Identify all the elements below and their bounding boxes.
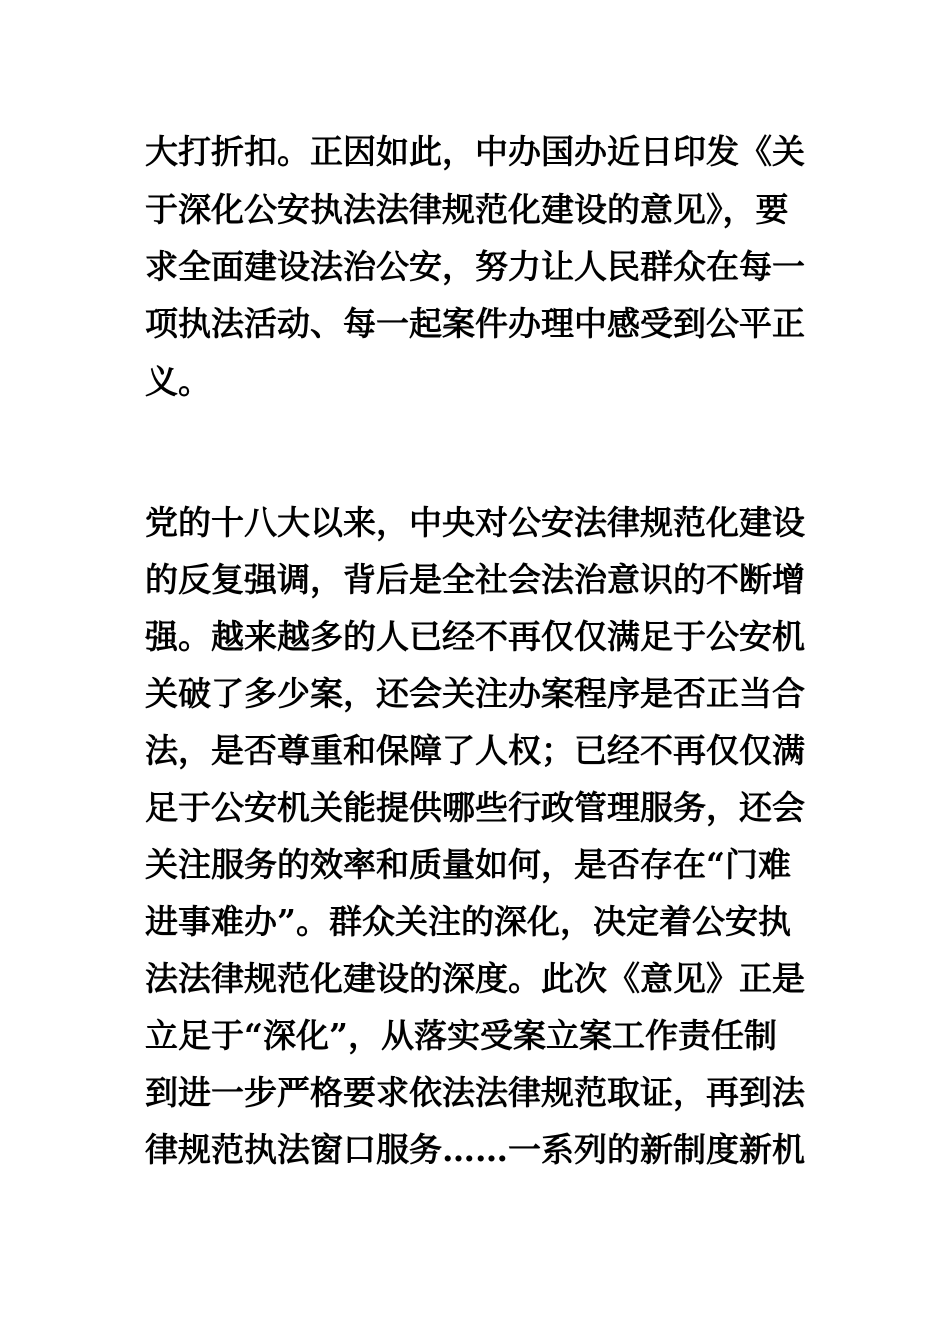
text-line: 关注服务的效率和质量如何，是否存在“门难 — [145, 845, 791, 884]
text-line: 党的十八大以来，中央对公安法律规范化建设 — [145, 503, 805, 542]
text-line: 立足于“深化”，从落实受案立案工作责任制 — [145, 1016, 777, 1055]
text-line: 关破了多少案，还会关注办案程序是否正当合 — [145, 674, 805, 713]
text-line: 进事难办”。群众关注的深化，决定着公安执 — [145, 902, 791, 941]
text-line: 强。越来越多的人已经不再仅仅满足于公安机 — [145, 617, 805, 656]
text-line: 法，是否尊重和保障了人权；已经不再仅仅满 — [145, 731, 805, 770]
text-line: 于深化公安执法法律规范化建设的意见》，要 — [145, 190, 789, 229]
text-line: 法法律规范化建设的深度。此次《意见》正是 — [145, 959, 805, 998]
text-line: 足于公安机关能提供哪些行政管理服务，还会 — [145, 788, 805, 827]
text-line: 求全面建设法治公安，努力让人民群众在每一 — [145, 247, 805, 286]
text-line: 到进一步严格要求依法法律规范取证，再到法 — [145, 1073, 805, 1112]
text-line: 的反复强调，背后是全社会法治意识的不断增 — [145, 560, 805, 599]
text-line: 义。 — [145, 362, 211, 401]
text-line: 律规范执法窗口服务……一系列的新制度新机 — [145, 1130, 805, 1169]
text-line: 大打折扣。正因如此，中办国办近日印发《关 — [145, 132, 805, 171]
text-line: 项执法活动、每一起案件办理中感受到公平正 — [145, 304, 805, 343]
